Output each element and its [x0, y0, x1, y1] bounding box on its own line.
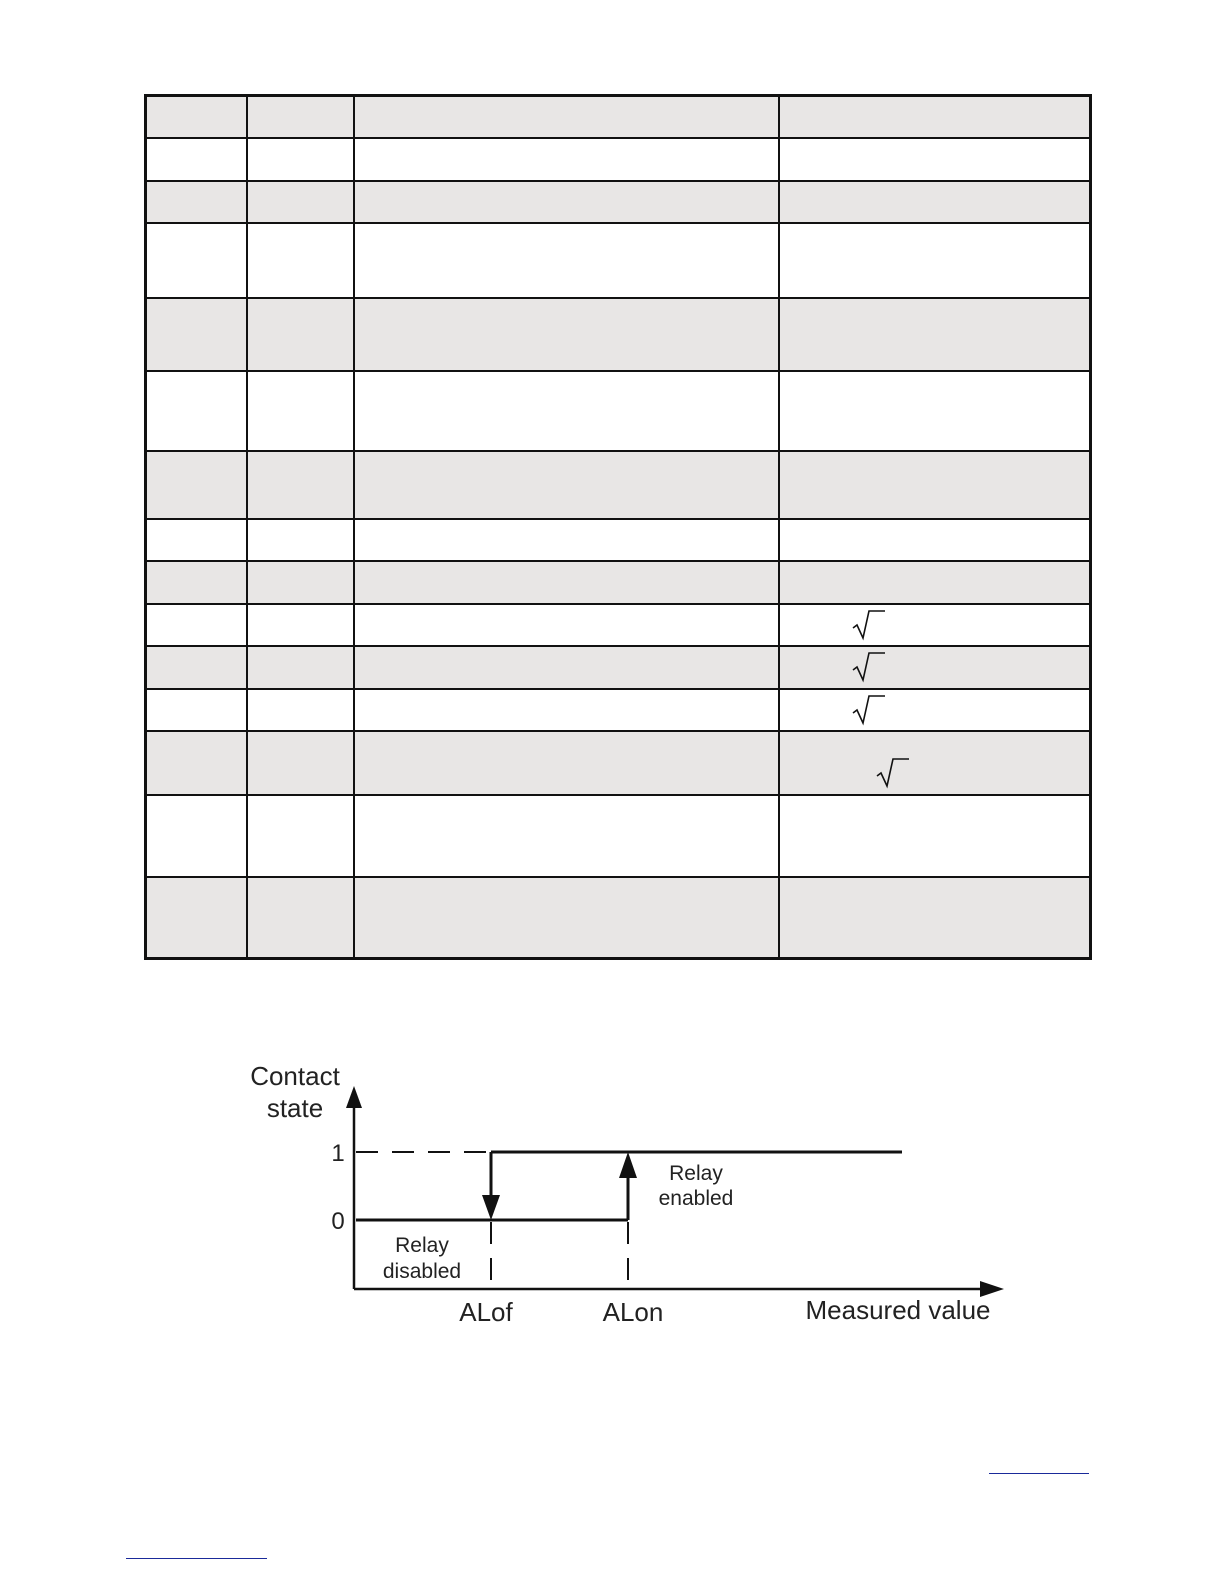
footer-rule-right [989, 1473, 1089, 1474]
table-cell [146, 689, 247, 731]
table-cell [247, 646, 354, 689]
hysteresis-diagram [0, 1040, 1224, 1340]
table-cell [146, 181, 247, 223]
level-0-label: 0 [331, 1208, 345, 1235]
table-cell [146, 646, 247, 689]
table-row [146, 451, 1091, 519]
table-cell [146, 371, 247, 451]
alon-threshold-label: ALon [602, 1297, 664, 1327]
table-cell [779, 96, 1091, 138]
rising-transition-arrowhead [619, 1152, 637, 1178]
table-row [146, 138, 1091, 181]
table-cell [247, 223, 354, 298]
table-cell [247, 96, 354, 138]
table-cell [354, 646, 779, 689]
table-cell [146, 451, 247, 519]
table-cell [247, 451, 354, 519]
table-cell [779, 451, 1091, 519]
footer-rule-left [126, 1558, 267, 1559]
table-cell [779, 223, 1091, 298]
table-cell [247, 689, 354, 731]
table-cell [354, 298, 779, 371]
table-cell [354, 689, 779, 731]
table-row [146, 181, 1091, 223]
table-row [146, 604, 1091, 646]
table-cell [247, 371, 354, 451]
square-root-check-icon [852, 651, 886, 683]
table-row [146, 646, 1091, 689]
table-cell [354, 561, 779, 604]
table-cell [779, 138, 1091, 181]
table-cell [247, 731, 354, 795]
table-cell [146, 96, 247, 138]
level-1-label: 1 [331, 1140, 345, 1167]
y-axis-label-line1: Contact [250, 1061, 340, 1091]
table-row [146, 561, 1091, 604]
table-cell [146, 298, 247, 371]
table-cell [779, 604, 1091, 646]
table-cell [146, 604, 247, 646]
table-cell [779, 519, 1091, 561]
table-cell [354, 795, 779, 877]
table-cell [779, 646, 1091, 689]
table-cell [354, 138, 779, 181]
table-cell [354, 604, 779, 646]
table-cell [779, 877, 1091, 959]
table-cell [146, 223, 247, 298]
table-cell [354, 223, 779, 298]
table-cell [354, 371, 779, 451]
table-row [146, 731, 1091, 795]
table-row [146, 371, 1091, 451]
relay-enabled-label-line1: Relay [669, 1162, 723, 1185]
table-cell [247, 519, 354, 561]
table-cell [247, 298, 354, 371]
table-cell [146, 877, 247, 959]
y-axis-label-line2: state [266, 1093, 324, 1123]
relay-enabled-label-line2: enabled [658, 1187, 734, 1210]
parameter-table [144, 94, 1092, 960]
table-cell [354, 96, 779, 138]
table-cell [354, 519, 779, 561]
table-cell [247, 877, 354, 959]
relay-disabled-label-line1: Relay [395, 1234, 449, 1257]
table-cell [247, 795, 354, 877]
table-row [146, 96, 1091, 138]
table-cell [779, 561, 1091, 604]
table-cell [146, 519, 247, 561]
y-axis-arrowhead [346, 1086, 362, 1108]
square-root-check-icon [852, 609, 886, 641]
table-cell [247, 138, 354, 181]
table-cell [779, 298, 1091, 371]
table-cell [779, 731, 1091, 795]
table-row [146, 298, 1091, 371]
table-cell [779, 689, 1091, 731]
relay-disabled-label-line2: disabled [382, 1260, 462, 1283]
table-cell [247, 561, 354, 604]
table-cell [247, 181, 354, 223]
table-cell [146, 138, 247, 181]
square-root-check-icon [876, 757, 910, 789]
table-cell [779, 795, 1091, 877]
falling-transition-arrowhead [482, 1195, 500, 1220]
table-row [146, 795, 1091, 877]
alof-threshold-label: ALof [459, 1297, 513, 1327]
table-cell [779, 181, 1091, 223]
table-cell [146, 561, 247, 604]
table-row [146, 519, 1091, 561]
table-row [146, 223, 1091, 298]
parameter-table-body [146, 96, 1091, 959]
table-cell [354, 731, 779, 795]
table-cell [247, 604, 354, 646]
table-cell [354, 877, 779, 959]
x-axis-label: Measured value [805, 1295, 991, 1325]
table-cell [354, 451, 779, 519]
table-cell [146, 731, 247, 795]
table-row [146, 689, 1091, 731]
table-cell [354, 181, 779, 223]
square-root-check-icon [852, 694, 886, 726]
table-cell [146, 795, 247, 877]
table-cell [779, 371, 1091, 451]
table-row [146, 877, 1091, 959]
